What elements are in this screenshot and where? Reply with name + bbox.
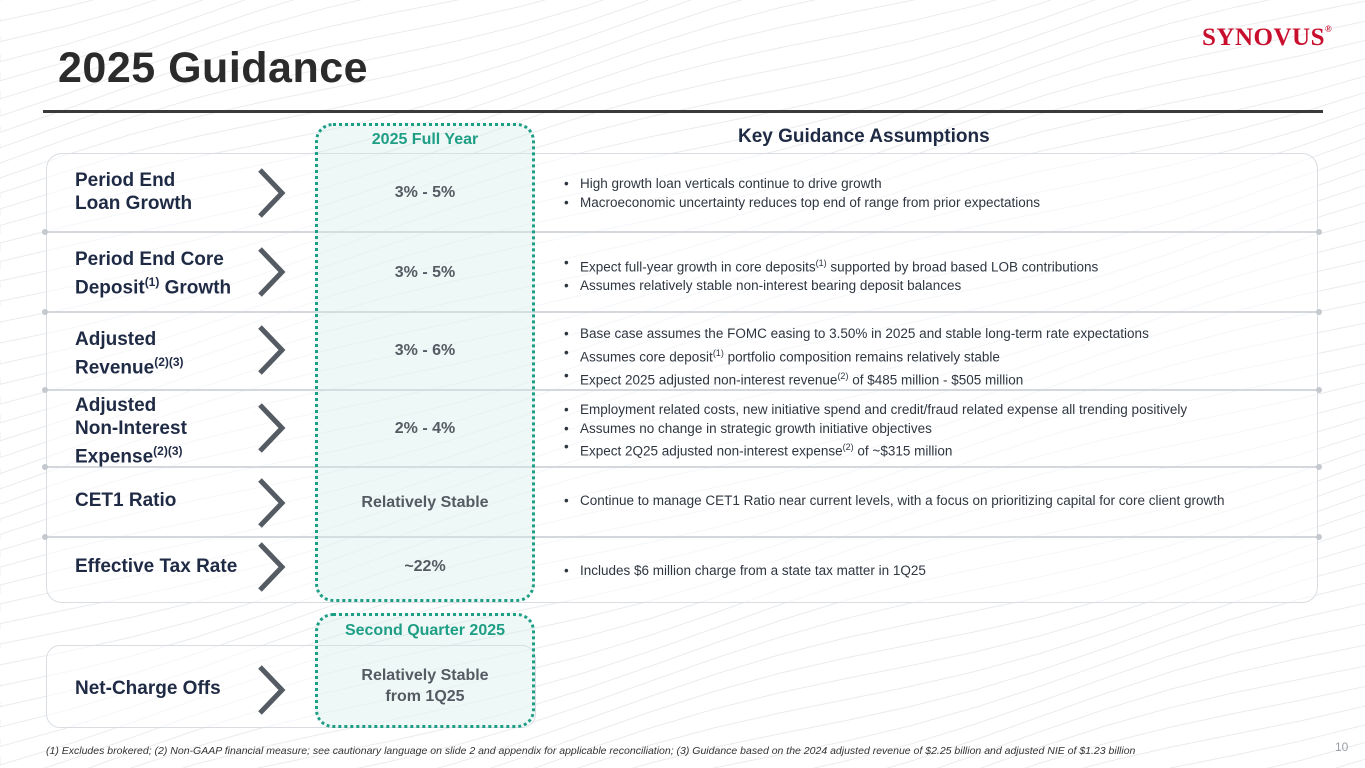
metric-adjusted-revenue: Adjusted Revenue$^{(2)(3)}$ [75, 329, 184, 379]
metric-cet1-ratio: CET1 Ratio [75, 490, 177, 511]
synovus-logo: SYNOVUS® [1202, 24, 1333, 51]
list-item: • Assumes relatively stable non-interest bearing deposit balances [562, 277, 1098, 296]
assumptions-cet1-ratio [562, 492, 1225, 511]
list-item: • Includes $6 million charge from a state tax matter in 1Q25 [562, 562, 926, 581]
list-item: • Employment related costs, new initiative spend and credit/fraud related expense all trending positively [562, 401, 1187, 420]
list-item: • High growth loan verticals continue to drive growth [562, 175, 1040, 194]
assumptions-adjusted-revenue [562, 325, 1149, 390]
list-item: • Assumes no change in strategic growth initiative objectives [562, 420, 1187, 439]
list-item: • Assumes core deposit$^{(1)}$ portfolio composition remains relatively stable [562, 344, 1149, 367]
row-divider [44, 231, 1320, 233]
footnote: (1) Excludes brokered; (2) Non-GAAP financial measure; see cautionary language on slide 2 and appendix for applicable reconciliation; (3) Guidance based on the 2024 adjusted revenue of $2.25 billion and adjusted NIE of $1.23 billion [46, 745, 1136, 757]
list-item: • Expect 2025 adjusted non-interest revenue$^{(2)}$ of $485 million - $505 million [562, 367, 1149, 390]
list-item: • Expect 2Q25 adjusted non-interest expense$^{(2)}$ of ~$315 million [562, 438, 1187, 461]
metric-effective-tax-rate: Effective Tax Rate [75, 556, 238, 577]
list-item: • Macroeconomic uncertainty reduces top end of range from prior expectations [562, 194, 1040, 213]
assumptions-core-deposit-growth [562, 254, 1098, 296]
value-net-charge-offs: Relatively Stable from 1Q25 [361, 667, 489, 705]
value-cet1-ratio: Relatively Stable [361, 494, 489, 511]
assumptions-effective-tax-rate [562, 562, 926, 581]
metric-net-charge-offs: Net-Charge Offs [75, 678, 221, 699]
chevron-right-icon [254, 541, 288, 593]
page-title: 2025 Guidance [58, 44, 369, 92]
title-divider [43, 110, 1323, 113]
second-quarter-header: Second Quarter 2025 [344, 622, 506, 639]
row-divider [44, 311, 1320, 313]
list-item: • Base case assumes the FOMC easing to 3.50% in 2025 and stable long-term rate expectations [562, 325, 1149, 344]
page-number: 10 [1335, 740, 1349, 754]
value-loan-growth: 3% - 5% [394, 184, 456, 201]
metric-core-deposit-growth: Period End Core Deposit$^{(1)}$ Growth [75, 249, 232, 299]
list-item: • Continue to manage CET1 Ratio near current levels, with a focus on prioritizing capital for core client growth [562, 492, 1225, 511]
assumptions-adjusted-nie [562, 401, 1187, 461]
metric-adjusted-nie: Adjusted Non-Interest Expense$^{(2)(3)}$ [75, 395, 187, 468]
row-divider [44, 536, 1320, 538]
value-effective-tax-rate: ~22% [404, 558, 446, 575]
value-core-deposit-growth: 3% - 5% [394, 264, 456, 281]
assumptions-loan-growth [562, 175, 1040, 212]
chevron-right-icon [254, 246, 288, 298]
chevron-right-icon [254, 477, 288, 529]
value-adjusted-revenue: 3% - 6% [394, 342, 456, 359]
chevron-right-icon [254, 324, 288, 376]
full-year-header: 2025 Full Year [371, 131, 479, 148]
chevron-right-icon [254, 402, 288, 454]
chevron-right-icon [254, 664, 288, 716]
assumptions-header: Key Guidance Assumptions [738, 126, 990, 147]
value-adjusted-nie: 2% - 4% [394, 420, 456, 437]
list-item: • Expect full-year growth in core deposits$^{(1)}$ supported by broad based LOB contributions [562, 254, 1098, 277]
row-divider [44, 466, 1320, 468]
metric-loan-growth: Period End Loan Growth [75, 170, 193, 214]
chevron-right-icon [254, 167, 288, 219]
